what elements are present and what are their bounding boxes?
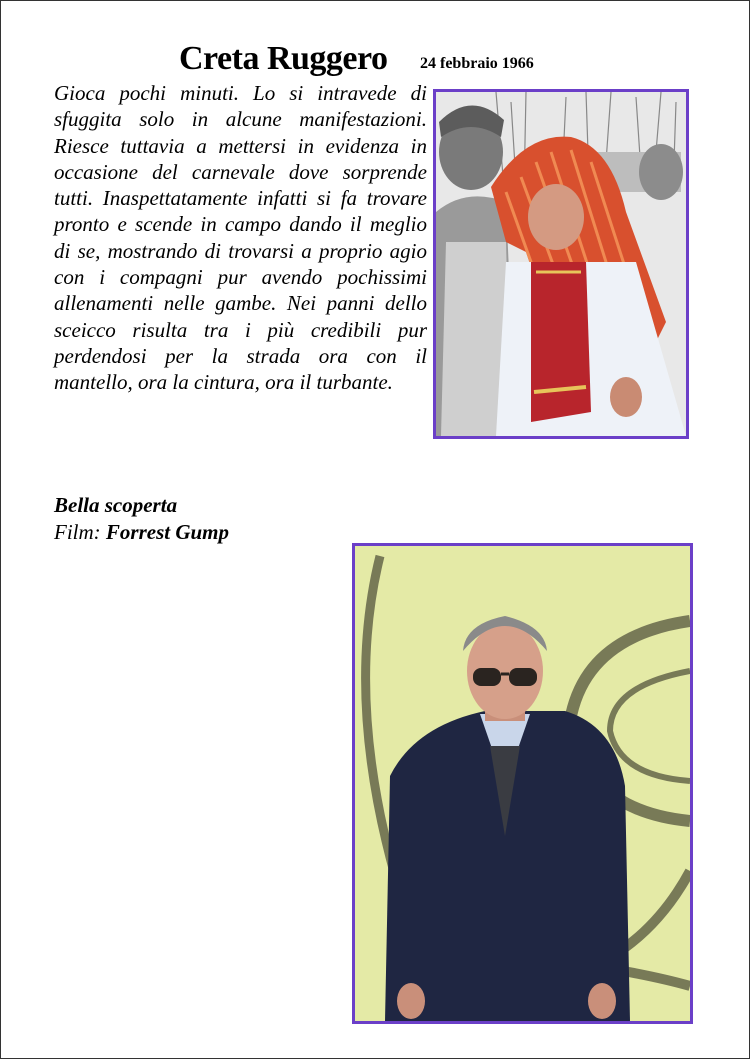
film-title: Forrest Gump: [105, 520, 230, 544]
favorite-film: [54, 520, 229, 545]
carnival-photo: [433, 89, 689, 439]
person-name: Creta Ruggero: [179, 40, 388, 77]
tagline: Bella scoperta: [54, 493, 178, 517]
portrait-photo: [352, 543, 693, 1024]
birth-date: 24 febbraio 1966: [420, 55, 534, 72]
film-label: Film:: [54, 520, 101, 544]
biography-text: Gioca pochi minuti. Lo si intravede di sfuggita solo in alcune manifestazioni. Riesce tuttavia a mettersi in evidenza in occasione del carnevale dove sorprende tutti. Inaspettatamente infatti si fa trovare pronto e scende in campo dando il meglio di se, mostrando di trovarsi a proprio agio con i compagni pur avendo pochissimi allenamenti nelle gambe. Nei panni dello sceicco risulta tra i più credibili pur perdendosi per la strada ora con il mantello, ora la cintura, ora il turbante.: [54, 81, 427, 395]
portrait-photo-image: [355, 546, 690, 1021]
carnival-photo-image: [436, 92, 686, 436]
